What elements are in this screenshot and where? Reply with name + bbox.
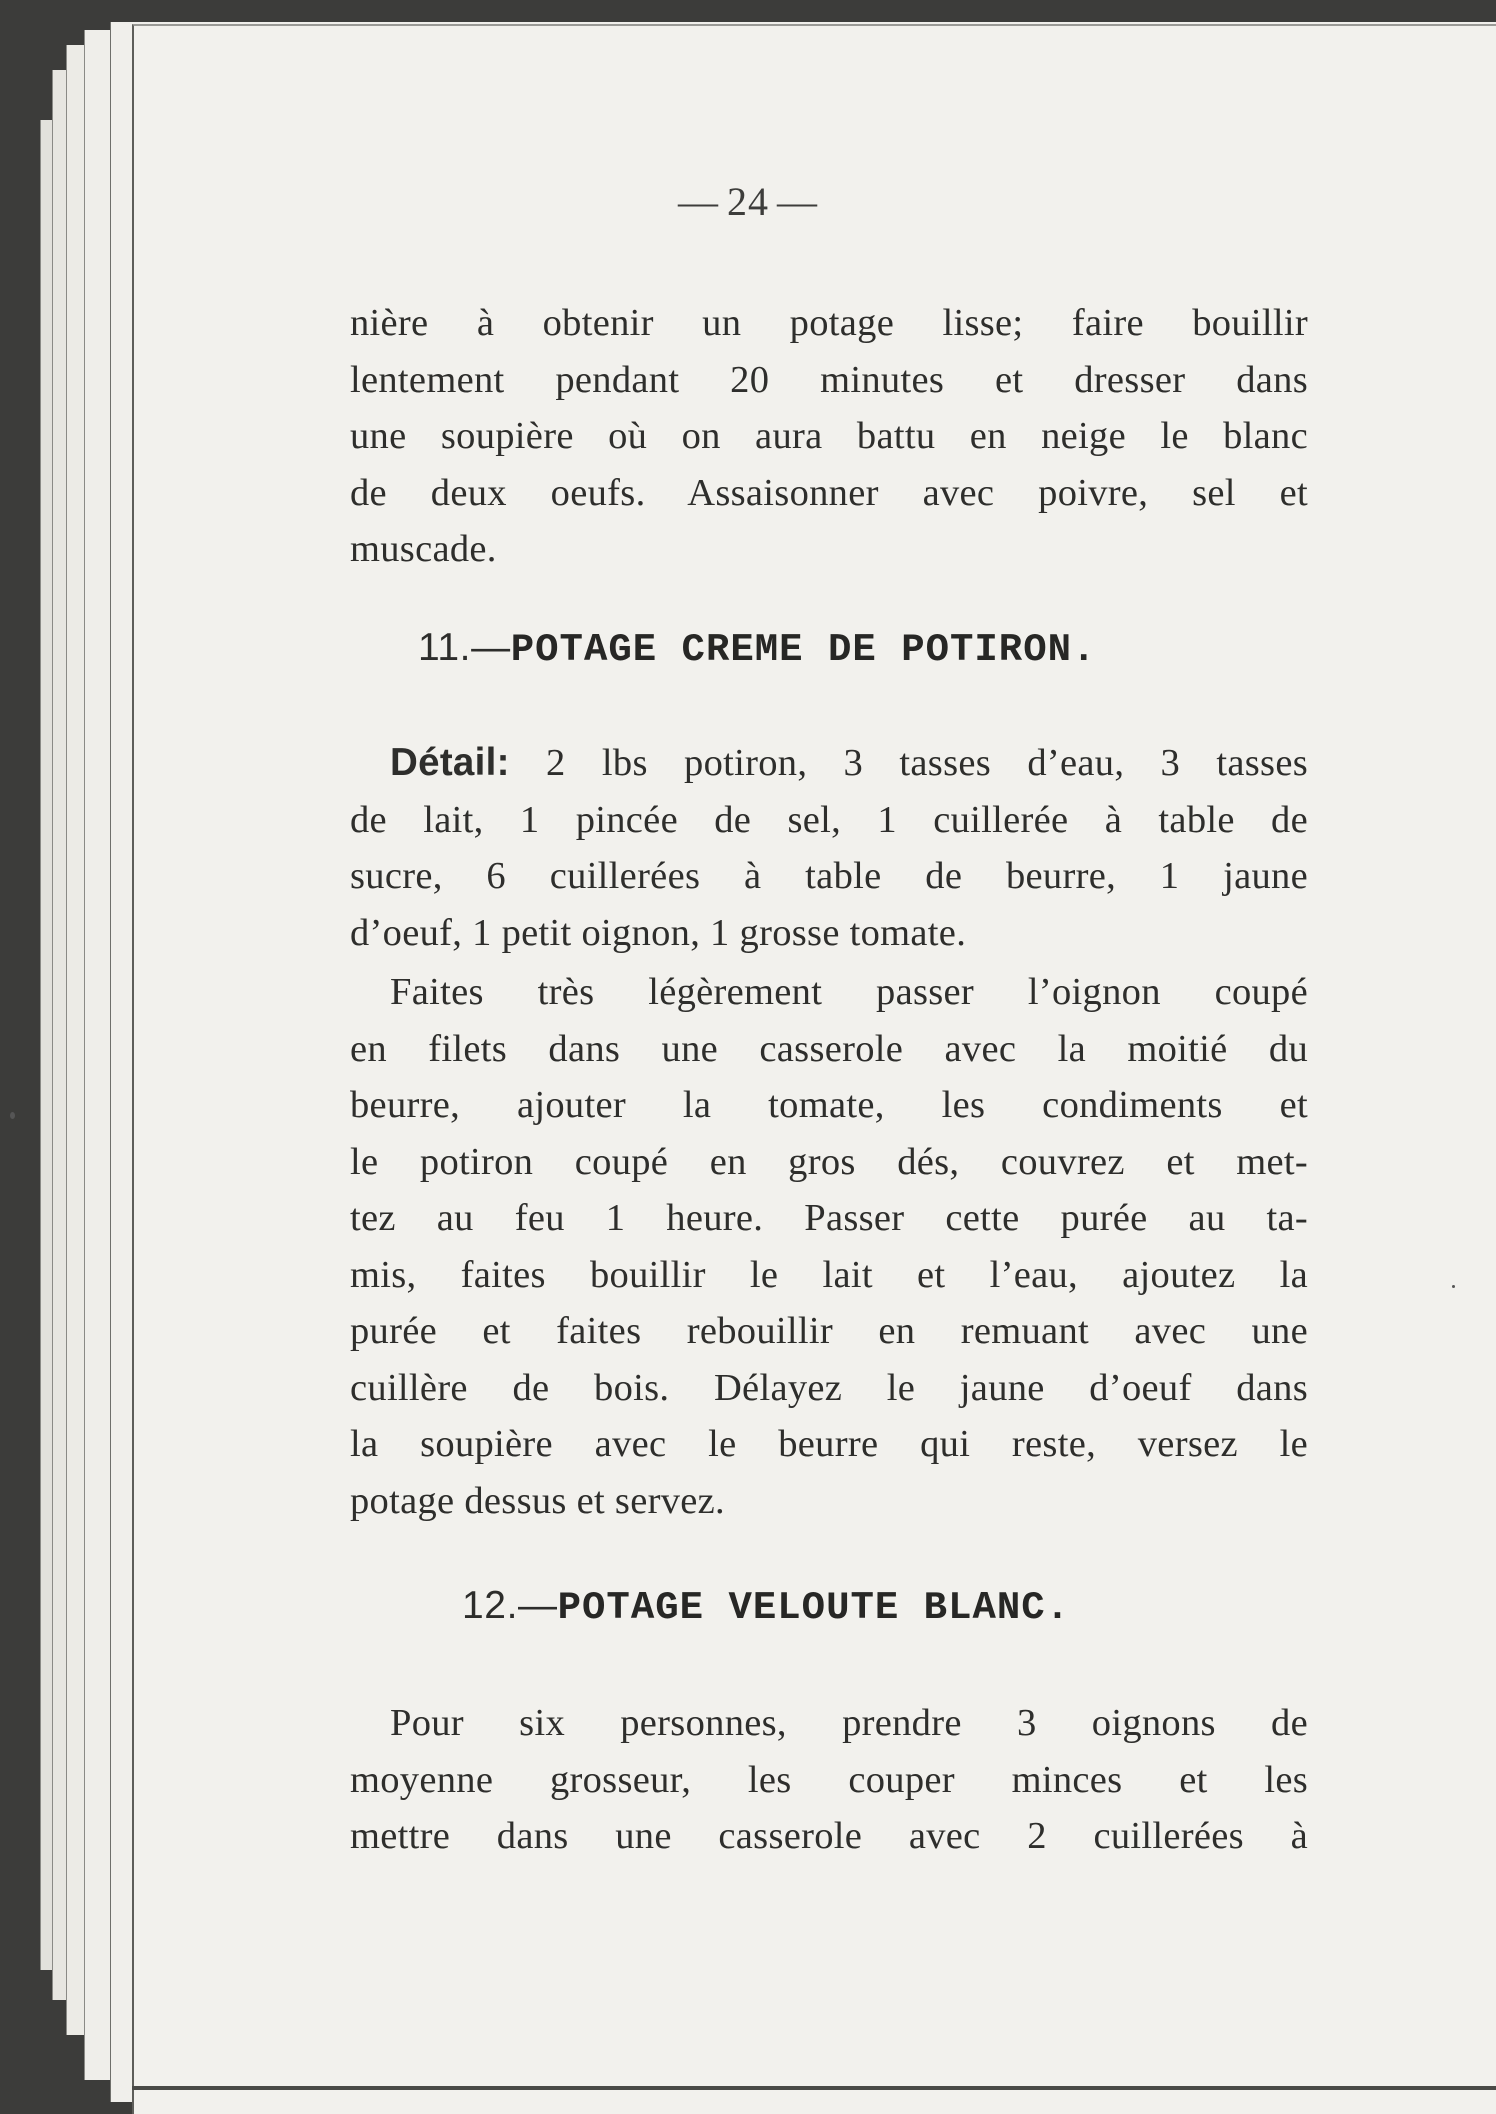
section-number: 11.— — [418, 626, 511, 669]
text-line: nière à obtenir un potage lisse; faire bouillir — [350, 302, 1308, 344]
text-line: de deux oeufs. Assaisonner avec poivre, sel et — [350, 471, 1308, 514]
text-line: muscade. — [350, 528, 497, 570]
section-number: 12.— — [462, 1584, 558, 1627]
text-line: de lait, 1 pincée de sel, 1 cuillerée à table de — [350, 798, 1308, 841]
text-line: cuillère de bois. Délayez le jaune d’oeuf dans — [350, 1366, 1308, 1409]
text-line: le potiron coupé en gros dés, couvrez et met- — [350, 1140, 1308, 1183]
scan-speck — [10, 1112, 15, 1119]
text-line: purée et faites rebouillir en remuant avec une — [350, 1310, 1308, 1352]
section-12-text — [350, 1695, 1308, 1865]
section-heading-12 — [462, 1583, 1070, 1630]
section-11-detail — [350, 735, 1308, 961]
detail-text: 2 lbs potiron, 3 tasses d’eau, 3 tasses — [509, 742, 1308, 784]
text-line: potage dessus et servez. — [350, 1479, 725, 1522]
text-line: moyenne grosseur, les couper minces et les — [350, 1758, 1308, 1801]
intro-paragraph — [350, 295, 1308, 578]
section-heading-11 — [418, 625, 1096, 672]
text-line: lentement pendant 20 minutes et dresser dans — [350, 358, 1308, 401]
text-line: en filets dans une casserole avec la moitié du — [350, 1027, 1308, 1070]
text-line: sucre, 6 cuillerées à table de beurre, 1 jaune — [350, 855, 1308, 897]
text-line: une soupière où on aura battu en neige le blanc — [350, 415, 1308, 457]
text-line: mis, faites bouillir le lait et l’eau, ajoutez la — [350, 1253, 1308, 1296]
text-line: d’oeuf, 1 petit oignon, 1 grosse tomate. — [350, 911, 967, 954]
text-line: beurre, ajouter la tomate, les condiments et — [350, 1084, 1308, 1126]
page-bottom-edge — [132, 2086, 1496, 2090]
section-11-method — [350, 964, 1308, 1529]
text-line: Pour six personnes, prendre 3 oignons de — [390, 1702, 1308, 1744]
section-title: POTAGE CREME DE POTIRON. — [510, 628, 1097, 672]
text-line: tez au feu 1 heure. Passer cette purée au ta- — [350, 1197, 1308, 1239]
text-line: mettre dans une casserole avec 2 cuillerées à — [350, 1815, 1308, 1857]
section-title: POTAGE VELOUTE BLANC. — [557, 1586, 1071, 1630]
scan-speck — [1452, 1285, 1455, 1288]
text-line — [350, 735, 1308, 792]
text-line: Faites très légèrement passer l’oignon coupé — [390, 971, 1308, 1013]
detail-label: Détail: — [390, 741, 510, 784]
text-line: la soupière avec le beurre qui reste, versez le — [350, 1423, 1308, 1465]
page-number: — 24 — — [678, 179, 818, 224]
page-number-value: 24 — [727, 179, 769, 224]
